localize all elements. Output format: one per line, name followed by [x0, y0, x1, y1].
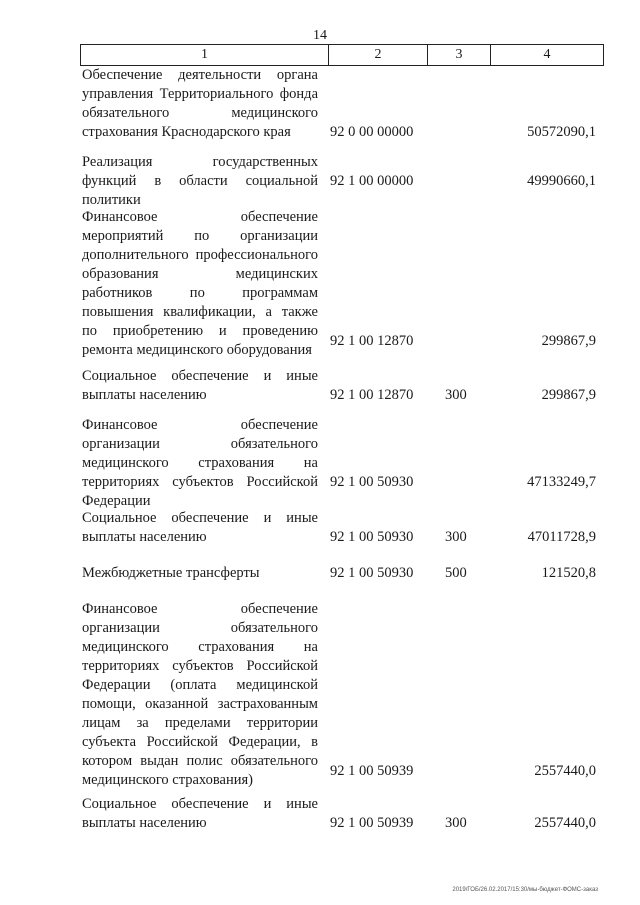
row-type: 300: [445, 815, 467, 831]
row-amount: 49990660,1: [527, 173, 596, 189]
header-col-2: 2: [329, 45, 428, 65]
row-code: 92 1 00 50930: [330, 474, 414, 490]
row-amount: 47011728,9: [527, 529, 596, 545]
row-code: 92 1 00 50939: [330, 763, 414, 779]
row-amount: 2557440,0: [534, 763, 596, 779]
footer-stamp: 2019/ГОБ/26.02.2017/15:30/мы-бюджет-ФОМС-заказ: [452, 887, 598, 893]
header-col-1: 1: [81, 45, 329, 65]
table-header: [80, 44, 604, 66]
header-col-4: 4: [543, 47, 551, 62]
row-type: 300: [445, 529, 467, 545]
row-description: Социальное обеспечение и иные выплаты населению: [82, 510, 318, 545]
row-amount: 2557440,0: [534, 815, 596, 831]
row-code: 92 0 00 00000: [330, 124, 414, 140]
row-code: 92 1 00 50930: [330, 529, 414, 545]
row-type: 300: [445, 387, 467, 403]
row-code: 92 1 00 12870: [330, 333, 414, 349]
row-description: Финансовое обеспечение организации обязательного медицинского страхования на территориях субъектов Российской Федерации: [82, 417, 318, 509]
row-description: Финансовое обеспечение организации обязательного медицинского страхования на территориях субъектов Российской Федерации (оплата медицинской помощи, оказанной застрахованным лицам за пределами территории субъекта Российской Федерации, в котором выдан полис обязательного медицинского страхования): [82, 601, 318, 788]
row-code: 92 1 00 50930: [330, 565, 414, 581]
row-description: Социальное обеспечение и иные выплаты населению: [82, 796, 318, 831]
row-code: 92 1 00 50939: [330, 815, 414, 831]
row-amount: 50572090,1: [527, 124, 596, 140]
row-amount: 299867,9: [541, 333, 596, 349]
row-code: 92 1 00 12870: [330, 387, 414, 403]
row-type: 500: [445, 565, 467, 581]
row-amount: 299867,9: [541, 387, 596, 403]
row-description: Реализация государственных функций в области социальной политики: [82, 154, 318, 208]
row-amount: 121520,8: [541, 565, 596, 581]
row-description: Финансовое обеспечение мероприятий по организации дополнительного профессионального образования медицинских работников по программам повышения квалификации, а также по приобретению и проведению ремонта медицинского оборудования: [82, 209, 318, 358]
row-amount: 47133249,7: [527, 474, 596, 490]
header-col-3: 3: [428, 45, 491, 65]
row-description: Обеспечение деятельности органа управления Территориального фонда обязательного медицинского страхования Краснодарского края: [82, 67, 318, 140]
row-description: Межбюджетные трансферты: [82, 565, 260, 581]
row-code: 92 1 00 00000: [330, 173, 414, 189]
page-number: 14: [313, 28, 327, 43]
row-description: Социальное обеспечение и иные выплаты населению: [82, 368, 318, 403]
